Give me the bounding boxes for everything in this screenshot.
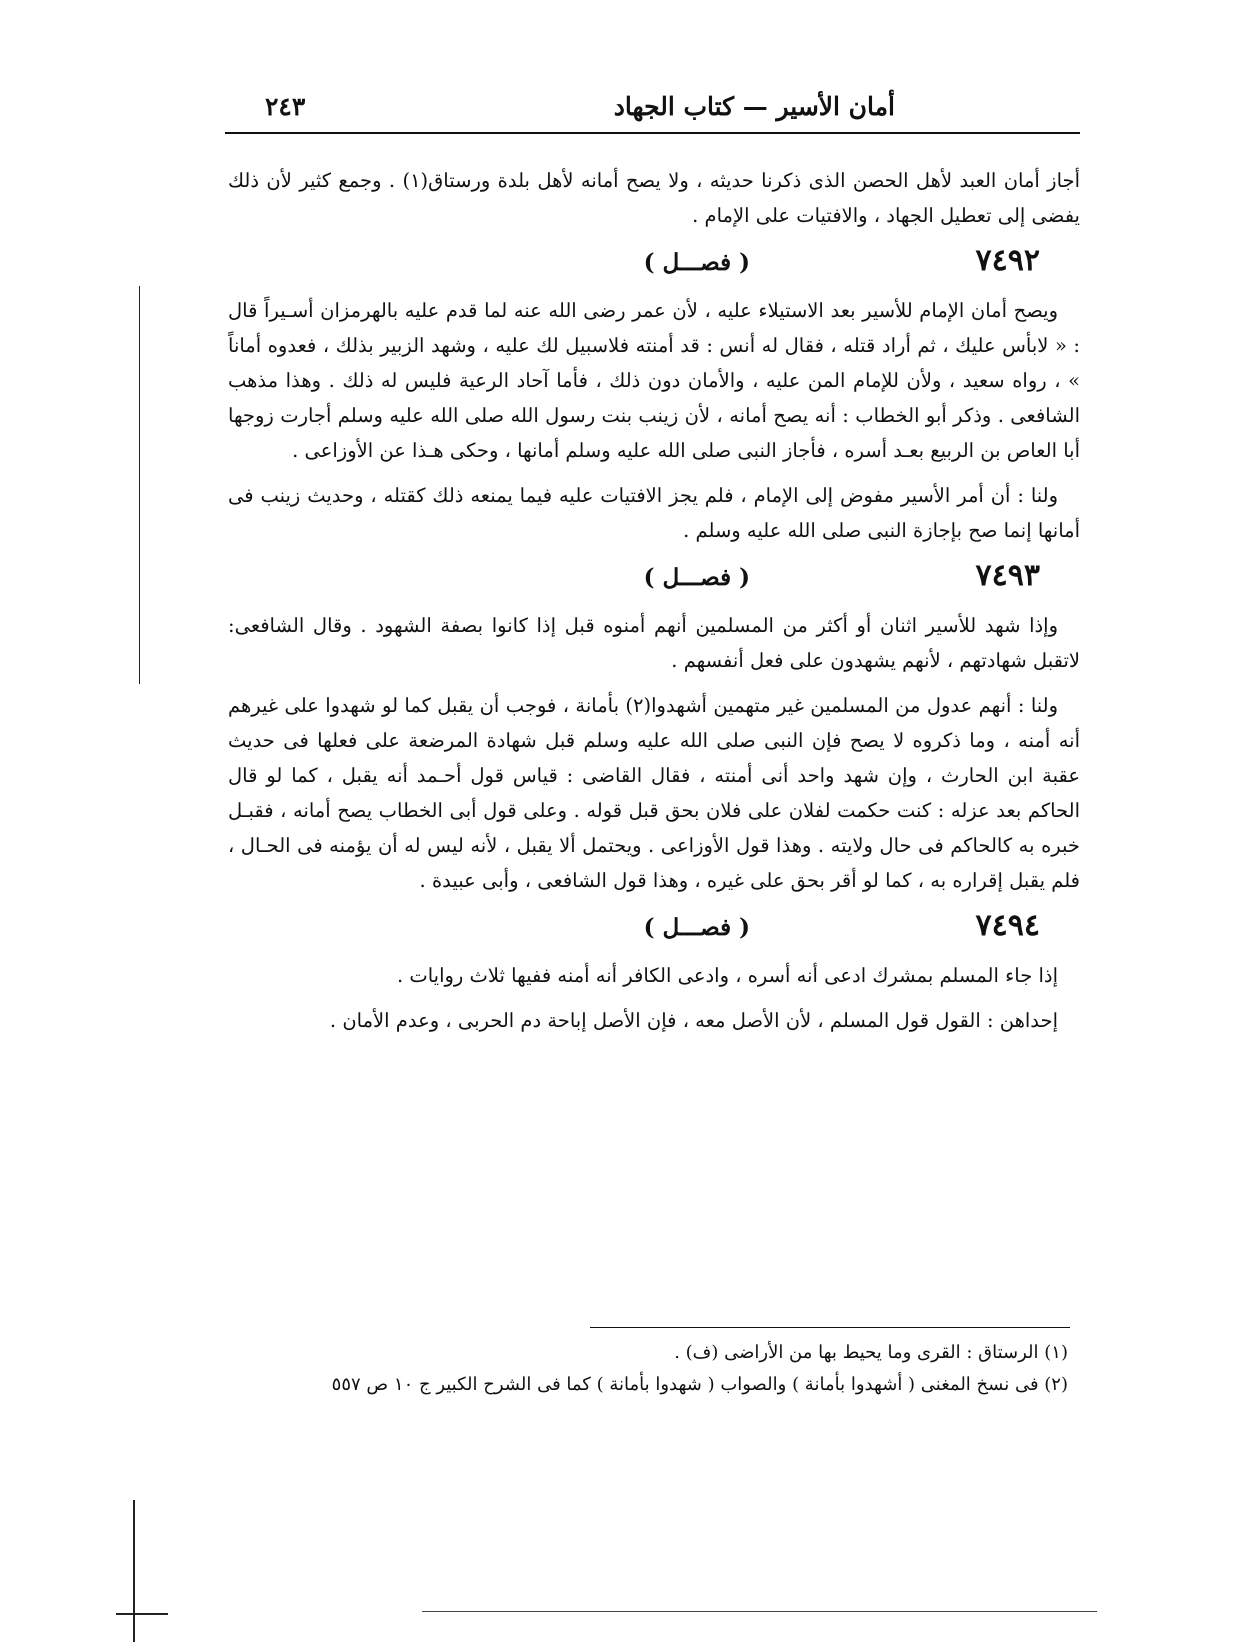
section-title: ( فصـــل ) — [643, 564, 750, 591]
paragraph: وإذا شهد للأسير اثنان أو أكثر من المسلمين أنهم أمنوه قبل إذا كانوا بصفة الشهود . وقال الشافعى: لاتقبل شهادتهم ، لأنهم يشهدون على فعل أنفسهم . — [228, 614, 1080, 672]
paragraph: إحداهن : القول قول المسلم ، لأن الأصل معه ، فإن الأصل إباحة دم الحربى ، وعدم الأمان . — [329, 1009, 1058, 1032]
section-heading — [228, 908, 1080, 948]
paragraph: أجاز أمان العبد لأهل الحصن الذى ذكرنا حديثه ، ولا يصح أمانه لأهل بلدة ورستاق(١) . وجمع كثير لأن ذلك يفضى إلى تعطيل الجهاد ، والافتيات على الإمام . — [228, 169, 1081, 227]
footnote: (١) الرستاق : القرى وما يحيط بها من الأراضى (ف) . — [674, 1342, 1068, 1363]
bottom-rule — [422, 1611, 1097, 1612]
section-heading — [228, 558, 1080, 598]
footnote-divider — [590, 1327, 1070, 1328]
paragraph: إذا جاء المسلم بمشرك ادعى أنه أسره ، وادعى الكافر أنه أمنه ففيها ثلاث روايات . — [396, 964, 1058, 987]
page-number: ٢٤٣ — [265, 92, 306, 121]
section-number: ٧٤٩٣ — [975, 558, 1040, 593]
section-title: ( فصـــل ) — [643, 249, 750, 276]
footnote: (٢) فى نسخ المغنى ( أشهدوا بأمانة ) والصواب ( شهدوا بأمانة ) كما فى الشرح الكبير ج ١٠ ص ٥٥٧ — [331, 1374, 1068, 1395]
paragraph: ولنا : أن أمر الأسير مفوض إلى الإمام ، فلم يجز الافتيات عليه فيما يمنعه ذلك كقتله ، وحديث زينب فى أمانها إنما صح بإجازة النبى صلى الله عليه وسلم . — [228, 484, 1080, 542]
crop-mark — [133, 1500, 135, 1642]
section-number: ٧٤٩٢ — [975, 243, 1040, 278]
margin-rule — [139, 286, 140, 684]
section-title: ( فصـــل ) — [643, 914, 750, 941]
running-title: أمان الأسير — كتاب الجهاد — [613, 92, 895, 121]
crop-mark — [116, 1613, 168, 1615]
section-number: ٧٤٩٤ — [975, 908, 1040, 943]
paragraph: ولنا : أنهم عدول من المسلمين غير متهمين أشهدوا(٢) بأمانة ، فوجب أن يقبل كما لو شهدوا على غيرهم أنه أمنه ، وما ذكروه لا يصح فإن النبى صلى الله عليه وسلم قبل شهادة المرضعة على فعلها فى حديث عقبة ابن الحارث ، وإن شهد واحد أنى أمنته ، فقال القاضى : قياس قول أحـمد أنه يقبل ، كما لو قال الحاكم بعد عزله : كنت حكمت لفلان على فلان بحق قبل قوله . وعلى قول أبى الخطاب يصح أمانه ، فقبـل خبره به كالحاكم فى حال ولايته . وهذا قول الأوزاعى . ويحتمل ألا يقبل ، لأنه ليس له أن يؤمنه فى الحـال ، فلم يقبل إقراره به ، كما لو أقر بحق على غيره ، وهذا قول الشافعى ، وأبى عبيدة . — [228, 694, 1080, 892]
paragraph: ويصح أمان الإمام للأسير بعد الاستيلاء عليه ، لأن عمر رضى الله عنه لما قدم عليه بالهرمزان أسـيراً قال : « لابأس عليك ، ثم أراد قتله ، فقال له أنس : قد أمنته فلاسبيل لك عليه ، وشهد الزبير بذلك ، فعدوه أماناً » ، رواه سعيد ، ولأن للإمام المن عليه ، والأمان دون ذلك ، فأما آحاد الرعية فليس له ذلك . وهذا مذهب الشافعى . وذكر أبو الخطاب : أنه يصح أمانه ، لأن زينب بنت رسول الله صلى الله عليه وسلم أجارت زوجها أبا العاص بن الربيع بعـد أسره ، فأجاز النبى صلى الله عليه وسلم أمانها ، وحكى هـذا عن الأوزاعى . — [228, 299, 1080, 462]
page-header — [225, 88, 1080, 134]
main-text — [228, 163, 1080, 1048]
section-heading — [228, 243, 1080, 283]
footnotes — [260, 1337, 1068, 1401]
